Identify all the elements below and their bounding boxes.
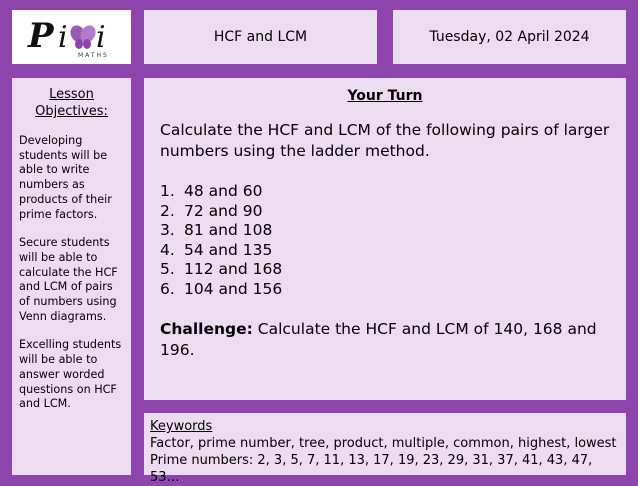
lesson-title: HCF and LCM — [213, 29, 308, 45]
list-item: 2. 72 and 90 — [160, 201, 263, 220]
svg-text:i: i — [95, 20, 106, 55]
list-item: 6. 104 and 156 — [160, 279, 283, 298]
challenge-question — [160, 319, 610, 361]
svg-text:MATHS: MATHS — [77, 52, 109, 59]
svg-text:P: P — [27, 16, 54, 56]
keywords-heading: Keywords — [150, 419, 213, 434]
task-instruction: Calculate the HCF and LCM of the following pairs of larger numbers using the ladder method. — [160, 121, 610, 160]
list-item: 3. 81 and 108 — [160, 221, 273, 239]
lesson-objectives-panel — [12, 78, 131, 475]
keywords-panel — [144, 413, 626, 485]
date-box — [393, 10, 626, 64]
objective-developing: Developing students will be able to write numbers as products of their prime factors. — [19, 134, 112, 221]
your-turn-panel — [144, 78, 626, 400]
objectives-heading: Lesson Objectives: — [35, 87, 108, 119]
logo — [12, 10, 131, 64]
question-list — [160, 182, 610, 299]
lesson-title-box — [144, 10, 377, 64]
challenge-label: Challenge: — [160, 320, 253, 338]
objective-excelling: Excelling students will be able to answer worded questions on HCF and LCM. — [19, 338, 122, 411]
objective-secure: Secure students will be able to calculate the HCF and LCM of pairs of numbers using Venn diagrams. — [19, 236, 118, 323]
pixi-logo-icon — [22, 14, 122, 60]
list-item: 1. 48 and 60 — [160, 182, 263, 200]
list-item: 5. 112 and 168 — [160, 260, 283, 278]
lesson-date: Tuesday, 02 April 2024 — [429, 29, 590, 45]
your-turn-heading: Your Turn — [347, 88, 423, 104]
butterfly-icon — [67, 23, 98, 49]
keywords-list: Factor, prime number, tree, product, multiple, common, highest, lowest — [150, 436, 617, 451]
list-item: 4. 54 and 135 — [160, 240, 273, 259]
challenge-text: Calculate the HCF and LCM of 140, 168 and 196. — [160, 320, 597, 359]
svg-text:i: i — [57, 20, 68, 55]
prime-numbers-list: Prime numbers: 2, 3, 5, 7, 11, 13, 17, 19, 23, 29, 31, 37, 41, 43, 47, 53… — [150, 453, 593, 485]
